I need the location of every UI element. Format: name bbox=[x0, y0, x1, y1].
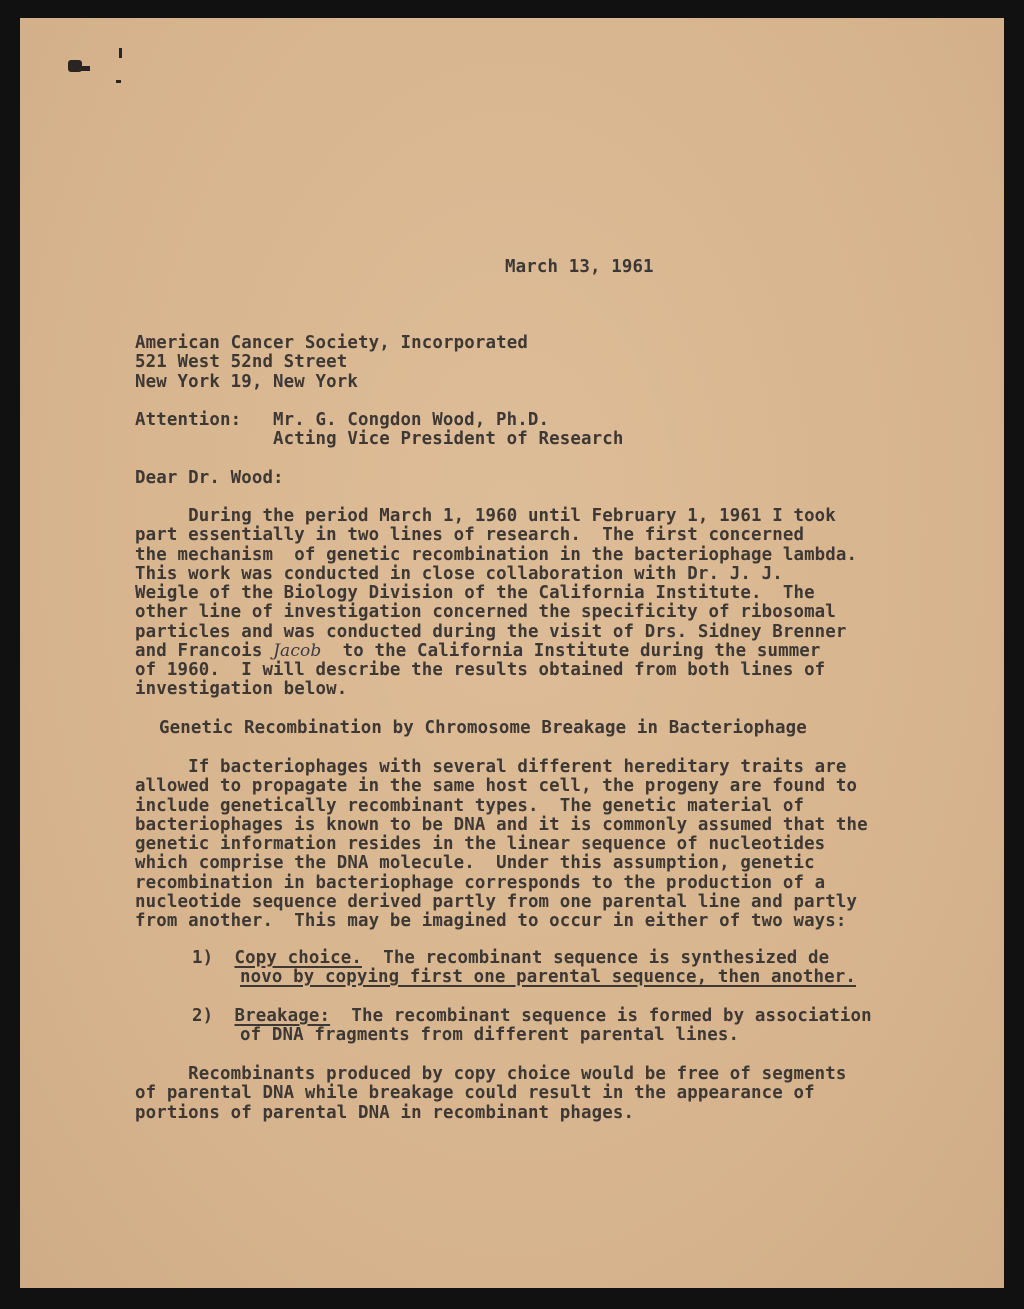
body-line: genetic information resides in the linear sequence of nucleotides bbox=[135, 834, 826, 855]
recipient-address bbox=[135, 334, 528, 392]
list-item-2-line-2: of DNA fragments from different parental lines. bbox=[240, 1025, 740, 1045]
intro-line-8-pre: and Francois bbox=[135, 641, 274, 661]
recipient-organization: American Cancer Society, Incorporated bbox=[135, 333, 528, 353]
closing-paragraph bbox=[135, 1065, 847, 1123]
body-line: nucleotide sequence derived partly from one parental line and partly bbox=[135, 892, 858, 913]
intro-line: particles and was conducted during the visit of Drs. Sidney Brenner bbox=[135, 621, 847, 642]
list-item-term: Copy choice. bbox=[234, 948, 362, 968]
intro-line: This work was conducted in close collaboration with Dr. J. J. bbox=[135, 563, 783, 584]
intro-paragraph bbox=[135, 507, 857, 642]
salutation: Dear Dr. Wood: bbox=[135, 468, 284, 488]
letter-date: March 13, 1961 bbox=[505, 257, 654, 277]
intro-line-8 bbox=[135, 642, 821, 661]
list-item-text: The recombinant sequence is synthesized de bbox=[361, 948, 830, 968]
recipient-city: New York 19, New York bbox=[135, 371, 359, 392]
body-line: from another. This may be imagined to occur in either of two ways: bbox=[135, 911, 847, 932]
body-line: which comprise the DNA molecule. Under this assumption, genetic bbox=[135, 853, 815, 874]
intro-line: other line of investigation concerned the specificity of ribosomal bbox=[135, 602, 836, 623]
closing-line: of parental DNA while breakage could result in the appearance of bbox=[135, 1083, 815, 1104]
intro-end-line: of 1960. I will describe the results obtained from both lines of bbox=[135, 660, 826, 680]
list-item-2 bbox=[192, 1007, 872, 1026]
intro-line: part essentially in two lines of research. The first concerned bbox=[135, 525, 805, 546]
ink-smudge bbox=[80, 66, 90, 71]
closing-line: Recombinants produced by copy choice would be free of segments bbox=[135, 1064, 847, 1084]
attention-title: Acting Vice President of Research bbox=[273, 429, 624, 450]
attention-name: Mr. G. Congdon Wood, Ph.D. bbox=[273, 410, 550, 430]
intro-paragraph-end bbox=[135, 661, 825, 700]
body-paragraph bbox=[135, 758, 868, 932]
list-item-text: The recombinant sequence is formed by association bbox=[330, 1006, 872, 1026]
intro-end-line: investigation below. bbox=[135, 679, 348, 700]
section-heading: Genetic Recombination by Chromosome Breakage in Bacteriophage bbox=[159, 718, 807, 738]
list-item-1-line-2: novo by copying first one parental sequence, then another. bbox=[240, 967, 856, 987]
intro-line: the mechanism of genetic recombination in the bacteriophage lambda. bbox=[135, 544, 858, 565]
ink-smudge bbox=[119, 48, 122, 58]
recipient-street: 521 West 52nd Street bbox=[135, 352, 348, 373]
handwritten-name: Jacob bbox=[273, 641, 322, 661]
list-item-term: Breakage: bbox=[234, 1006, 331, 1026]
intro-line-8-post: to the California Institute during the summer bbox=[321, 641, 821, 661]
closing-line: portions of parental DNA in recombinant phages. bbox=[135, 1102, 635, 1123]
ink-smudge bbox=[116, 80, 121, 83]
list-item-1 bbox=[192, 949, 829, 968]
body-line: include genetically recombinant types. The genetic material of bbox=[135, 795, 805, 816]
attention-block bbox=[273, 411, 623, 450]
letter-page bbox=[20, 18, 1004, 1288]
intro-line: Weigle of the Biology Division of the California Institute. The bbox=[135, 583, 815, 604]
body-line: recombination in bacteriophage corresponds to the production of a bbox=[135, 872, 826, 893]
body-line: bacteriophages is known to be DNA and it is commonly assumed that the bbox=[135, 814, 868, 835]
body-line: allowed to propagate in the same host cell, the progeny are found to bbox=[135, 776, 858, 797]
attention-label: Attention: bbox=[135, 410, 242, 430]
body-line: If bacteriophages with several different hereditary traits are bbox=[135, 757, 847, 777]
list-item-number: 2) bbox=[192, 1006, 214, 1026]
intro-line: During the period March 1, 1960 until February 1, 1961 I took bbox=[135, 506, 836, 526]
list-item-number: 1) bbox=[192, 948, 214, 968]
